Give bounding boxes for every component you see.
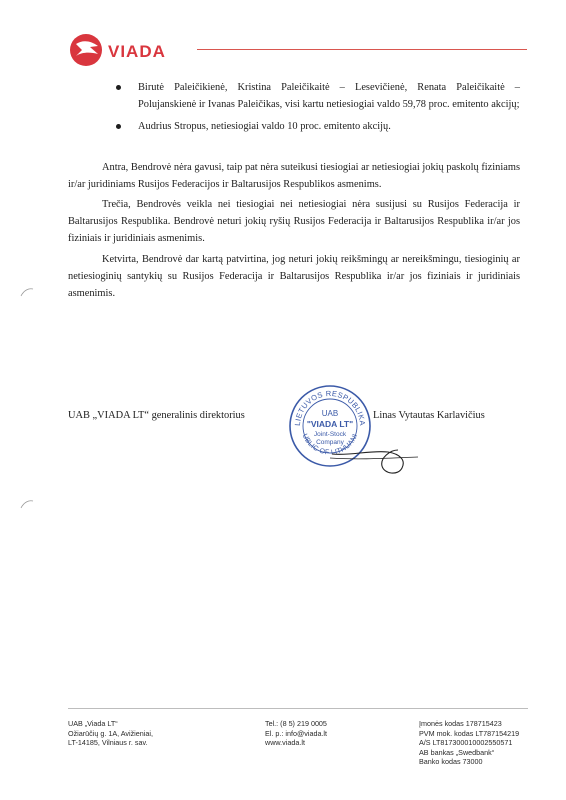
paragraph-second: Antra, Bendrovė nėra gavusi, taip pat nėra suteikusi tiesiogiai ar netiesiogiai jokių paskolų fiziniams ir/ar juridiniams Rusijos Federacijos ir Baltarusijos Respublikos asmenims. [68,162,520,190]
handwritten-signature [330,430,420,480]
footer-divider [68,708,528,709]
paragraph-fourth: Ketvirta, Bendrovė dar kartą patvirtina, jog neturi jokių reikšmingų ar nereikšmingu, tiesioginių ar netiesioginių santykių su Rusijos Federacija ir Baltarusijos Respublika ir/ar jos fiziniais ir juridiniais asmenimis. [68,254,520,299]
footer-address [68,719,218,748]
stamp-line-3: Joint-Stock [313,431,347,438]
bank-code: Banko kodas 73000 [419,757,483,767]
stamp-line-1: UAB [321,409,339,418]
logo-mark-icon [70,34,102,66]
phone: Tel.: (8 5) 219 0005 [265,719,327,728]
list-item [112,79,520,113]
list-item-text: Birutė Paleičikienė, Kristina Paleičikaitė – Lesevičienė, Renata Paleičikaitė – Polujanskienė ir Ivanas Paleičikas, visi kartu netiesiogiai valdo 59,78 proc. emitento akcijų; [138,82,520,110]
bank-account: A/S LT817300010002550571 [419,738,513,748]
logo-text: VIADA [108,42,166,61]
list-item-text: Audrius Stropus, netiesiogiai valdo 10 proc. emitento akcijų. [138,121,391,132]
header-divider [197,49,527,50]
website: www.viada.lt [265,738,305,748]
list-item [112,118,520,135]
stamp-bottom-text: UBLIC OF LITHUANI [300,432,360,457]
company-code: Įmonės kodas 178715423 [419,719,502,728]
paragraph-third: Trečia, Bendrovės veikla nei tiesiogiai nei netiesiogiai nėra susijusi su Rusijos Federacija ir Baltarusijos Respublika. Bendrovė neturi jokių ryšių Rusijos Federacija ir Baltarusijos Respublika ir/ar jos fiziniais ir juridiniais asmenimis. [68,199,520,244]
stamp-outer-text: LIETUVOS RESPUBLIKA [292,388,368,427]
margin-mark [20,496,34,506]
stamp-line-2: "VIADA LT" [306,419,354,429]
bullet-icon [116,85,121,90]
signatory-name: Linas Vytautas Karlavičius [373,410,485,421]
bullet-icon [116,124,121,129]
signatory-title: UAB „VIADA LT“ generalinis direktorius [68,410,245,421]
footer-company-codes [419,719,539,767]
city-address: LT-14185, Vilniaus r. sav. [68,738,148,748]
footer-contacts [265,719,385,748]
street-address: Ožiarūčių g. 1A, Avižieniai, [68,728,153,738]
shareholder-list [112,79,520,140]
viada-logo [68,30,188,70]
stamp-line-4: Company [316,439,344,446]
company-name: UAB „Viada LT“ [68,719,118,728]
email: El. p.: info@viada.lt [265,728,328,738]
bank-name: AB bankas „Swedbank“ [419,747,495,757]
margin-mark [20,284,34,294]
vat-code: PVM mok. kodas LT787154219 [419,728,520,738]
